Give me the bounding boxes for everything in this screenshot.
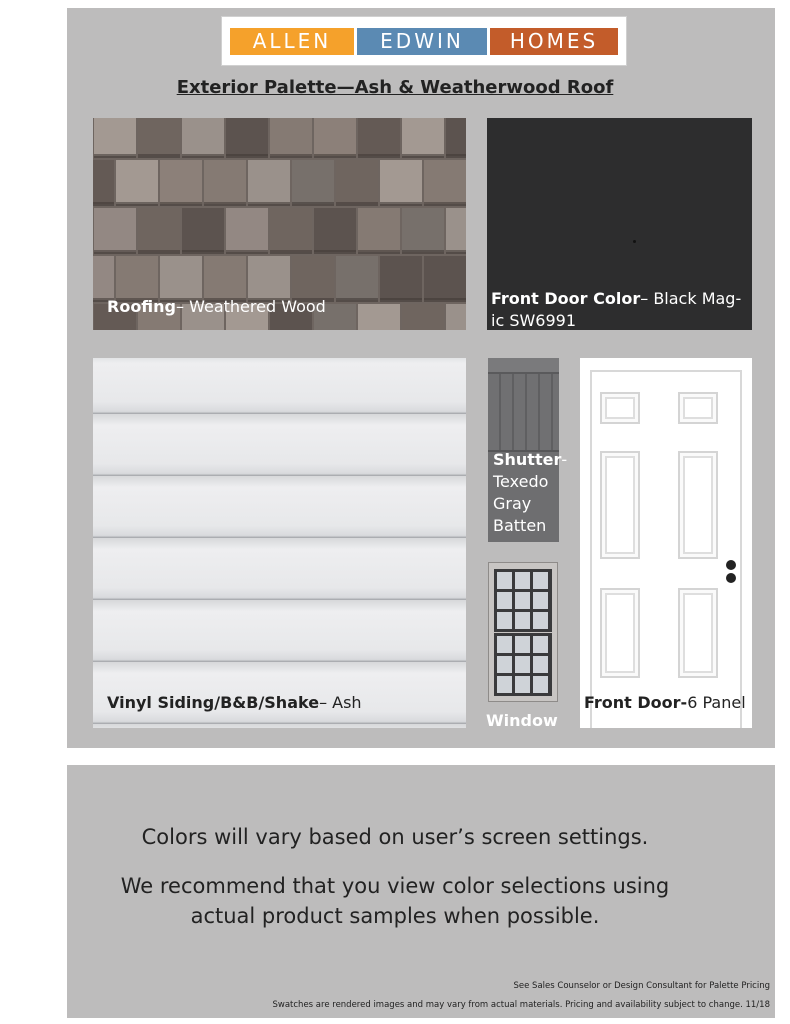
shutter-label-line: Gray: [493, 494, 532, 513]
shutter-label-line: Batten: [493, 516, 547, 535]
siding-label: [107, 693, 362, 712]
shutter-label-line: Texedo: [493, 472, 549, 491]
pricing-note: See Sales Counselor or Design Consultant for Palette Pricing: [513, 981, 770, 991]
roofing-label-rest: – Weathered Wood: [176, 297, 326, 316]
window-swatch: [488, 562, 558, 702]
window-lower-sash: [494, 633, 552, 696]
logo-edwin: EDWIN: [357, 28, 487, 55]
door-panel: [678, 451, 718, 559]
front-door-color-label: [491, 288, 741, 332]
front-door-label-bold: Front Door-: [584, 693, 688, 712]
door-panel: [678, 392, 718, 424]
siding-board: [93, 476, 466, 538]
recommend-note: [0, 871, 790, 931]
door-knob: [726, 560, 736, 570]
siding-label-bold: Vinyl Siding/B&B/Shake: [107, 693, 320, 712]
window-label: Window: [486, 711, 558, 730]
page-title: Exterior Palette—Ash & Weatherwood Roof: [176, 77, 614, 98]
siding-label-rest: – Ash: [319, 693, 362, 712]
window-upper-sash: [494, 569, 552, 632]
front-door-color-label-rest1: – Black Mag-: [640, 289, 742, 308]
siding-board: [93, 414, 466, 476]
door-panel: [600, 392, 640, 424]
vinyl-siding-swatch: [93, 358, 466, 728]
door-panel: [600, 588, 640, 678]
front-door-color-label-bold: Front Door Color: [491, 289, 641, 308]
roofing-label: [107, 297, 326, 316]
shutter-label-line: -: [561, 450, 568, 469]
front-door-swatch: [580, 358, 752, 728]
disclaimer-note: Swatches are rendered images and may vary from actual materials. Pricing and availability subject to change. 11/18: [272, 1000, 770, 1010]
siding-board: [93, 358, 466, 414]
front-door-label-rest: 6 Panel: [687, 693, 746, 712]
siding-board: [93, 724, 466, 728]
logo-homes: HOMES: [490, 28, 618, 55]
front-door-color-label-rest2: ic SW6991: [491, 311, 577, 330]
siding-board: [93, 538, 466, 600]
door-panel: [678, 588, 718, 678]
shutter-label-bold: Shutter: [493, 450, 562, 469]
recommend-line: actual product samples when possible.: [190, 904, 600, 928]
recommend-line: We recommend that you view color selections using: [120, 874, 670, 898]
swatch-dot: [633, 240, 636, 243]
roofing-label-bold: Roofing: [107, 297, 177, 316]
front-door-label: [584, 693, 746, 712]
logo-allen: ALLEN: [230, 28, 354, 55]
siding-board: [93, 600, 466, 662]
screen-settings-note: Colors will vary based on user’s screen settings.: [141, 825, 649, 849]
shutter-label: [493, 449, 567, 537]
allen-edwin-logo: [221, 16, 627, 66]
shutter-cap: [488, 358, 559, 374]
door-deadbolt: [726, 573, 736, 583]
door-panel: [600, 451, 640, 559]
